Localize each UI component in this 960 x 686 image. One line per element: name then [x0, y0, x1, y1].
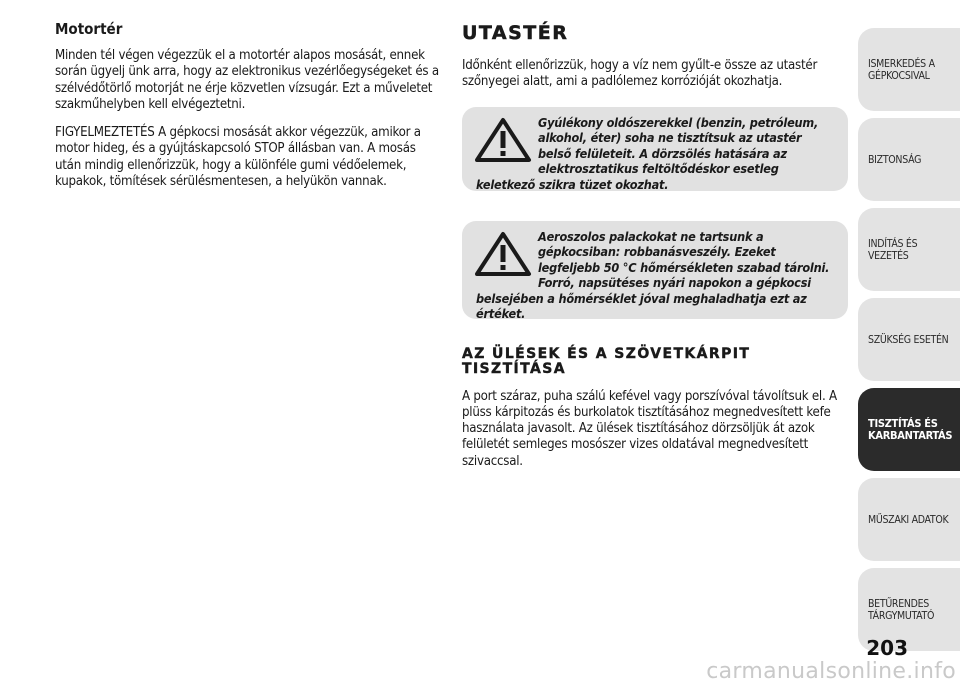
seats-heading: AZ ÜLÉSEK ÉS A SZÖVETKÁRPIT TISZTÍTÁSA [462, 345, 751, 377]
interior-intro-paragraph: Időnként ellenőrizzük, hogy a víz nem gyűlt-e össze az utastér szőnyegei alatt, ami a padlólemez korrózióját okozhatja. [462, 58, 818, 90]
tab-emergency[interactable]: SZÜKSÉG ESETÉN [858, 298, 960, 381]
middle-column [462, 20, 848, 482]
warning-text-solvents: Gyúlékony oldószerekkel (benzin, petróleum, alkohol, éter) soha ne tisztítsuk az utastér belső felületeit. A dörzsölés hatására az elektrosztatikus feltöltődéskor esetleg keletkező szikra tüzet okozhat. [476, 114, 819, 192]
tab-index[interactable]: BETŰRENDES TÁRGYMUTATÓ [858, 568, 960, 651]
tab-technical-data[interactable]: MŰSZAKI ADATOK [858, 478, 960, 561]
engine-bay-paragraph: Minden tél végen végezzük el a motortér alapos mosását, ennek során ügyelj ünk arra, hogy az elektronikus vezérlőegységeket és a szélvédőtörlő motorját ne érje közvetlen vízsugár. Ezt a műveletet szakműhelyben kell elvégeztetni. [55, 48, 439, 112]
page-number: 203 [866, 636, 908, 660]
tab-safety[interactable]: BIZTONSÁG [858, 118, 960, 201]
watermark: carmanualsonline.info [706, 659, 956, 684]
engine-bay-warning-paragraph: FIGYELMEZTETÉS A gépkocsi mosását akkor végezzük, amikor a motor hideg, és a gyújtáskapcsoló STOP állásban van. A mosás után mindig ellenőrizzük, hogy a különféle gumi védőelemek, kupakok, tömítések sérülésmentesen, a helyükön vannak. [55, 125, 421, 190]
warning-triangle-icon [474, 231, 532, 277]
tab-cleaning-maintenance[interactable]: TISZTÍTÁS ÉS KARBANTARTÁS [858, 388, 960, 471]
tab-starting-driving[interactable]: INDÍTÁS ÉS VEZETÉS [858, 208, 960, 291]
left-column [55, 20, 440, 202]
interior-heading: UTASTÉR [462, 22, 569, 44]
seats-paragraph: A port száraz, puha szálú kefével vagy porszívóval távolítsuk el. A plüss kárpitozás és burkolatok tisztításához megnedvesített kefe használata javasolt. Az ülések tisztításához dörzsöljük át azok felületét semleges mosószer vizes oldatával megnedvesített szivaccsal. [462, 388, 837, 469]
warning-box-aerosol [462, 221, 848, 322]
warning-triangle-icon [474, 117, 532, 163]
warning-box-solvents [462, 107, 848, 191]
seats-section [462, 347, 848, 470]
tab-getting-to-know[interactable]: ISMERKEDÉS A GÉPKOCSIVAL [858, 28, 960, 111]
warning-text-aerosol: Aeroszolos palackokat ne tartsunk a gépkocsiban: robbanásveszély. Ezeket legfeljebb 50 °C hőmérsékleten szabad tárolni. Forró, napsütéses nyári napokon a gépkocsi belsejében a hőmérséklet jóval meghaladhatja ezt az értéket. [476, 228, 830, 322]
engine-bay-subheading: Motortér [55, 20, 123, 38]
